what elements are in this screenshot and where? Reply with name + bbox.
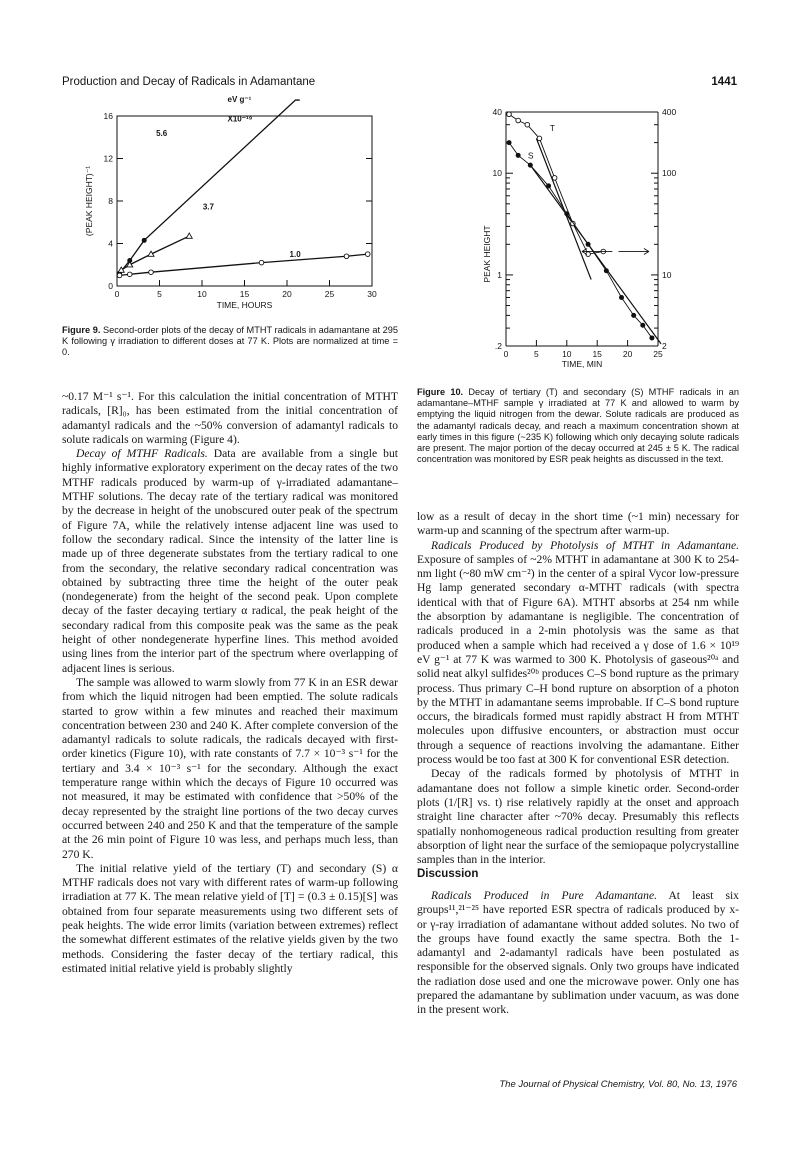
data-point [117,273,122,278]
section-subtitle: Radicals Produced in Pure Adamantane. [431,889,657,902]
x-tick-label: 30 [367,289,377,299]
paragraph [417,889,739,1018]
series-label: 1.0 [289,249,301,259]
figure-10-caption-text: Decay of tertiary (T) and secondary (S) MTHF radicals in an adamantane–MTHF sample γ irradiated at 77 K and allowed to warm by emptying the liquid nitrogen from the dewar. Solute radicals are produced as the adamantyl radicals decay, and reach a maximum concentration shown at early times in this figure (~235 K) following which only decaying solute radicals are present. The major portion of the decay occurred at 245 ± 5 K. The radical concentration was monitored by ESR peak heights as discussed in the text. [417,387,739,465]
right-column-body [417,510,739,867]
x-tick-label: 10 [562,349,572,359]
section-subtitle: Radicals Produced by Photolysis of MTHT in Adamantane. [431,538,739,552]
data-point [604,268,609,273]
plot-frame [117,116,372,286]
series-line-1.0 [120,254,368,275]
data-point [546,183,551,188]
x-tick-label: 20 [622,349,633,359]
x-axis-label: TIME, HOURS [216,300,273,310]
series-line-S [509,143,652,338]
data-point [564,211,569,216]
x-tick-label: 0 [503,349,509,359]
y-tick-label: .2 [494,341,502,351]
data-point [507,140,512,145]
journal-footer: The Journal of Physical Chemistry, Vol. 80, No. 13, 1976 [499,1079,737,1090]
y-tick-label: 10 [492,168,502,179]
x-axis-label: TIME, MIN [561,359,603,369]
figure-10-caption [417,387,739,465]
data-point [516,118,521,123]
data-point [365,252,370,257]
paragraph: low as a result of decay in the short time (~1 min) necessary for warm-up and scanning of the spectrum after warm-up. [417,510,739,538]
dose-unit-label: eV g⁻¹ [227,95,252,105]
x-tick-label: 15 [592,349,602,359]
data-point [259,260,264,265]
data-point [516,153,521,158]
y-right-tick-label: 400 [662,107,677,117]
paragraph-text: At least six groups¹¹,²¹⁻²⁵ have reported ESR spectra of radicals produced by x- or γ-ray irradiation of adamantane without added solutes. No two of the groups have found exactly the same spectra. Both the 1-adamantyl and 2-adamantyl radicals have been postulated as responsible for the observed signals. Only two groups have indicated the radiation dose used and one the microwave power. Only one has prepared the adamantane by sublimation under vacuum, as was done in the present work. [417,889,739,1017]
left-column-body [62,390,398,976]
data-point [186,233,192,238]
discussion-heading: Discussion [417,868,479,880]
data-point [528,163,533,168]
x-tick-label: 25 [324,289,335,299]
page-number: 1441 [711,76,737,88]
figure-10-caption-label: Figure 10. [417,387,464,397]
data-point [631,313,636,318]
dose-multiplier-label: X10⁻¹⁹ [227,114,253,124]
paragraph [417,539,739,768]
running-title: Production and Decay of Radicals in Adamantane [62,76,316,88]
data-point [649,335,654,340]
y-tick-label: 0 [108,281,113,291]
y-tick-label: 12 [103,153,113,164]
data-point [344,254,349,259]
x-tick-label: 5 [534,349,539,359]
figure-10-chart [478,104,718,382]
paragraph: The sample was allowed to warm slowly from 77 K in an ESR dewar from which the liquid nitrogen had been emptied. The solute radicals started to grow within a few minutes and reached their maximum concentration between 230 and 240 K. After complete conversion of the adamantyl radicals to solute radicals, the radicals decayed with first-order kinetics (Figure 10), with rate constants of 7.7 × 10⁻³ s⁻¹ for the tertiary and 3.4 × 10⁻³ s⁻¹ for the secondary. Although the exact temperature range within which the decays of Figure 10 occurred was not measured, it may be estimated with confidence that >50% of the decay represented by the straight line portions of the two decay curves occurred between 240 and 250 K and that the temperature of the sample at the 26 min point of Figure 10 was less, and perhaps much less, than 270 K. [62,675,398,861]
paragraph: ~0.17 M⁻¹ s⁻¹. For this calculation the initial concentration of MTHT radicals, [R]₀, has been estimated from the initial concentration of adamantyl radicals and the ~50% conversion of adamantyl radicals to solute radicals on warming (Figure 4). [62,390,398,446]
running-head [62,76,737,94]
fit-line-S [530,165,661,344]
data-point [586,242,591,247]
y-right-tick-label: 100 [662,168,677,179]
y-axis-label: PEAK HEIGHT [482,225,492,283]
data-point [507,112,512,117]
y-right-tick-label: 10 [662,269,672,280]
x-tick-label: 15 [239,289,250,299]
data-point [537,136,542,141]
data-point [640,323,645,328]
series-line-T [509,114,603,254]
x-tick-label: 20 [282,289,292,299]
data-point [619,295,624,300]
y-tick-label: 8 [108,196,113,206]
right-scale-arrow [618,248,648,254]
paragraph-text: Exposure of samples of ~2% MTHT in adamantane at 300 K to 254-nm light (~80 mW cm⁻²) in the center of a spiral Vycor low-pressure Hg lamp generated secondary α-MTHT radicals (with spectra identical with that of Figure 6A). MTHT absorbs at 254 nm while the absorption by adamantane is negligible. The concentration of radicals produced in a 2-min photolysis was the same as that produced when a sample which had received a γ dose of 1.6 × 10¹⁹ eV g⁻¹ at 77 K was warmed to 300 K. Photolysis of gaseous²⁰ᵃ and solid neat alkyl sulfides²⁰ᵇ produces C–S bond rupture as the primary process. Thus primary C–H bond rupture on absorption of a photon by the MTHT in adamantane seems improbable. If C–S bond rupture occurs, the biradicals formed must rapidly abstract H from MTHT molecules upon diffusive encounters, or abstraction must occur through a sequence of reactions involving the adamantane. Either process would be too fast at 300 K for conventional ESR detection. [417,552,739,767]
data-point [525,122,530,127]
data-point [142,238,147,243]
y-right-tick-label: 2 [662,341,667,351]
paragraph-text: Data are available from a single but highly informative exploratory experiment on the decay rates of the two MTHF radicals produced by warm-up of γ-irradiated adamantane–MTHF solutions. The decay rate of the tertiary radical was monitored by the decrease in height of the unobscured outer peak of the spectrum of Figure 7A, while the relatively intense adjacent line was used to follow the secondary radical. Since the intensity of the latter line is made up of three degenerate substates from the tertiary radical to one from the secondary, the relative secondary radical concentration was obtained by subtracting three time the height of the outer peak (nondegenerate) from the height of the second peak. Upon complete decay of the faster decaying tertiary α radical, the peak height of the secondary radical from this composite peak was the same as the peak height of other nondegenerate hyperfine lines. This method avoided using lines from the interior part of the spectrum where overlapping of adjacent lines is serious. [62,447,398,675]
data-point [149,270,154,275]
series-label: 5.6 [156,129,168,139]
series-label: S [527,150,534,161]
x-tick-label: 25 [653,349,663,359]
x-tick-label: 0 [114,289,120,299]
paragraph: The initial relative yield of the tertiary (T) and secondary (S) α MTHF radicals does not vary with different rates of warm-up following irradiation at 77 K. The mean relative yield of [T] = (0.3 ± 0.15)[S] was obtained from four separate measurements using two different sets of peak heights. The wide error limits (variation between extremes) reflect the somewhat different estimates of the relative yields given by the two methods. Considering the faster decay of the tertiary radical, this estimated initial relative yield is probably slightly [62,861,398,975]
discussion-body [417,889,739,1018]
x-tick-label: 5 [157,289,162,299]
paragraph: Decay of the radicals formed by photolysis of MTHT in adamantane does not follow a simple kinetic order. Second-order plots (1/[R] vs. t) rise relatively rapidly at the onset and approach straight line character after ~70% decay. Presumably this reflects spatially nonhomogeneous radical production resulting from greater absorption of light near the surface of the semiopaque polycrystalline samples than in the interior. [417,767,739,867]
figure-9-caption-label: Figure 9. [62,325,101,335]
data-point [127,272,132,277]
figure-9-chart [70,95,390,318]
y-tick-label: 40 [492,107,502,117]
y-tick-label: 16 [103,111,113,121]
y-tick-label: 4 [108,238,113,249]
series-label: 3.7 [202,202,214,212]
section-subtitle: Decay of MTHF Radicals. [76,447,208,461]
series-line-5.6 [120,100,300,273]
figure-9-caption [62,325,398,359]
figure-9-caption-text: Second-order plots of the decay of MTHT radicals in adamantane at 295 K following γ irradiation to different doses at 77 K. Plots are normalized at time = 0. [62,325,398,358]
series-label: T [549,123,555,134]
paragraph [62,447,398,676]
y-axis-label: (PEAK HEIGHT)⁻¹ [84,165,94,237]
x-tick-label: 10 [197,289,207,299]
data-point [552,176,557,181]
y-tick-label: 1 [497,269,502,280]
